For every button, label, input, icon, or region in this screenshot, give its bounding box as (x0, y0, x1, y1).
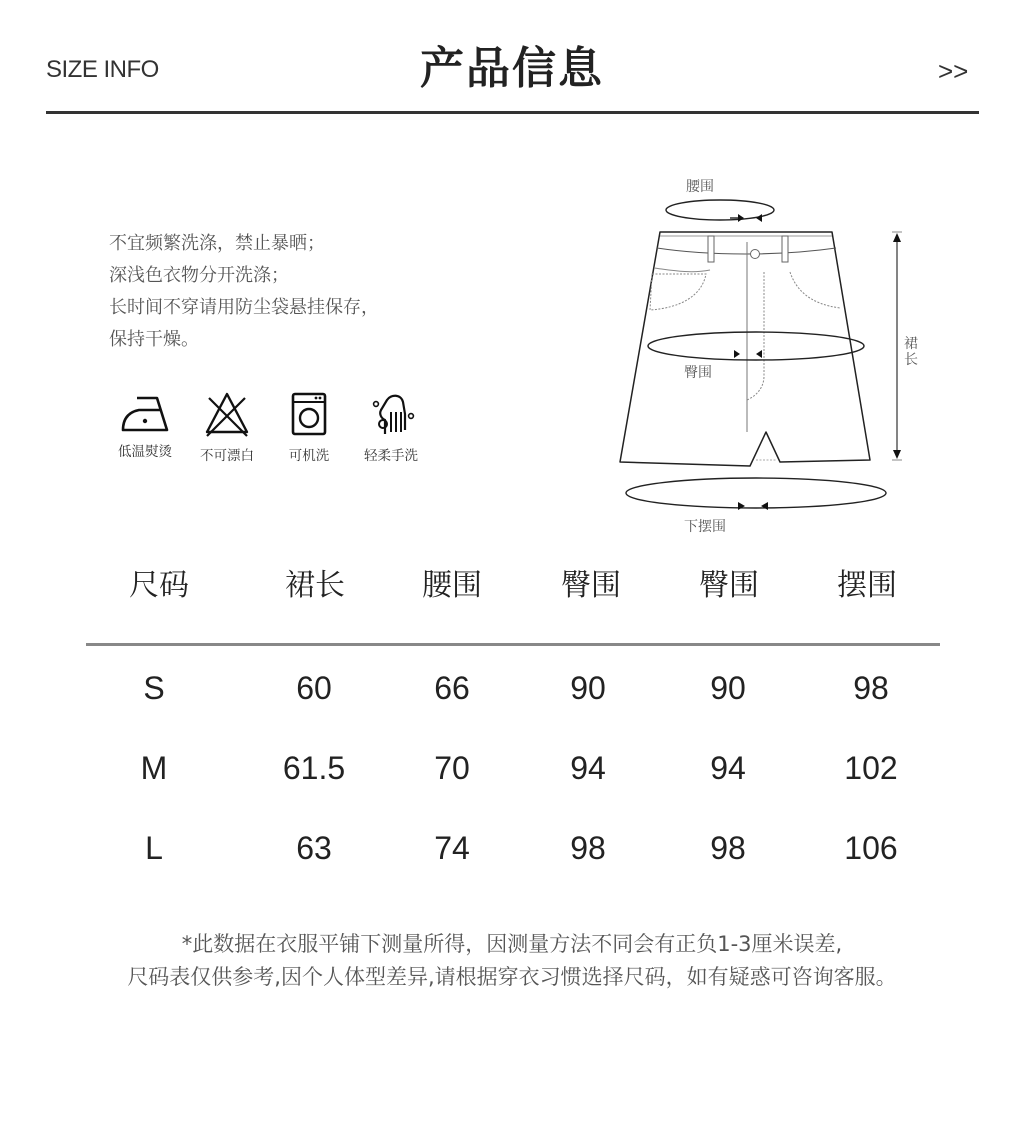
header-divider (46, 111, 979, 114)
column-header: 腰围 (422, 568, 482, 603)
table-cell: 90 (570, 670, 606, 706)
table-row (86, 670, 940, 710)
table-cell: 63 (296, 830, 332, 866)
table-cell: M (140, 750, 168, 786)
length-label-top: 裙 (904, 336, 918, 352)
hip-label: 臀围 (684, 365, 712, 381)
column-header: 尺码 (129, 568, 189, 603)
care-item-hand-wash (351, 390, 431, 464)
table-cell: 94 (710, 750, 746, 786)
care-item-iron (105, 390, 185, 460)
length-label-bottom: 长 (904, 352, 918, 368)
table-cell: L (145, 830, 163, 866)
length-label (904, 336, 918, 368)
table-cell: 98 (853, 670, 889, 706)
column-header: 摆围 (837, 568, 897, 603)
column-header: 臀围 (561, 568, 621, 603)
footnote-line: *此数据在衣服平铺下测量所得，因测量方法不同会有正负1-3厘米误差, (181, 932, 843, 956)
table-cell: S (143, 670, 165, 706)
table-cell: 74 (434, 830, 470, 866)
table-row (86, 830, 940, 870)
care-item-no-bleach (187, 390, 267, 464)
column-header: 裙长 (285, 568, 345, 603)
care-label: 低温熨烫 (118, 444, 172, 460)
care-line: 长时间不穿请用防尘袋悬挂保存， (109, 297, 379, 318)
table-header-row (86, 560, 940, 620)
waist-label: 腰围 (686, 179, 714, 195)
care-icons (105, 390, 445, 470)
skirt-outline-icon (610, 170, 940, 540)
skirt-measurement-diagram (610, 170, 940, 540)
no-bleach-icon (199, 390, 255, 438)
care-item-machine-wash (269, 390, 349, 464)
hem-label: 下摆围 (684, 519, 726, 535)
page-title: 产品信息 (420, 43, 604, 94)
care-label: 不可漂白 (200, 448, 254, 464)
table-cell: 61.5 (282, 750, 346, 786)
table-cell: 102 (844, 750, 898, 786)
care-instructions (109, 228, 379, 356)
care-label: 可机洗 (288, 448, 330, 464)
iron-low-temp-icon (117, 390, 173, 434)
care-line: 深浅色衣物分开洗涤； (109, 265, 289, 286)
care-line: 不宜频繁洗涤，禁止暴晒； (109, 233, 325, 254)
table-cell: 94 (570, 750, 606, 786)
column-header: 臀围 (699, 568, 759, 603)
measurement-footnote (0, 928, 1024, 994)
more-arrows-icon: >> (938, 56, 969, 86)
table-cell: 90 (710, 670, 746, 706)
machine-wash-icon (281, 390, 337, 438)
size-info-label: SIZE INFO (46, 56, 159, 83)
table-row (86, 750, 940, 790)
care-line: 保持干燥。 (109, 329, 199, 350)
table-cell: 106 (844, 830, 898, 866)
care-label: 轻柔手洗 (364, 448, 418, 464)
table-cell: 66 (434, 670, 470, 706)
hand-wash-icon (363, 390, 419, 438)
table-cell: 60 (296, 670, 332, 706)
size-table (86, 560, 940, 866)
table-divider (86, 643, 940, 646)
table-cell: 98 (570, 830, 606, 866)
table-cell: 70 (434, 750, 470, 786)
footnote-line: 尺码表仅供参考,因个人体型差异,请根据穿衣习惯选择尺码，如有疑惑可咨询客服。 (127, 965, 897, 989)
table-cell: 98 (710, 830, 746, 866)
